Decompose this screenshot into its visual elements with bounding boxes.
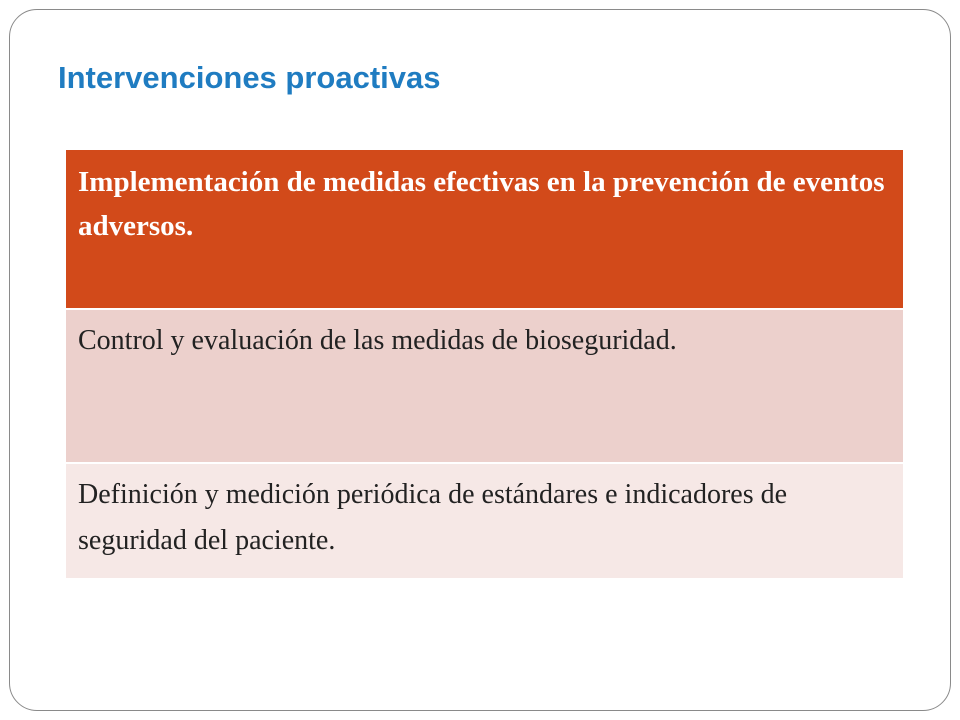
content-table <box>66 150 903 578</box>
slide-title: Intervenciones proactivas <box>58 60 441 95</box>
slide-frame <box>9 9 951 711</box>
table-row: Control y evaluación de las medidas de bioseguridad. <box>66 310 903 464</box>
table-row: Definición y medición periódica de estándares e indicadores de seguridad del paciente. <box>66 464 903 578</box>
table-header-row: Implementación de medidas efectivas en la prevención de eventos adversos. <box>66 150 903 310</box>
